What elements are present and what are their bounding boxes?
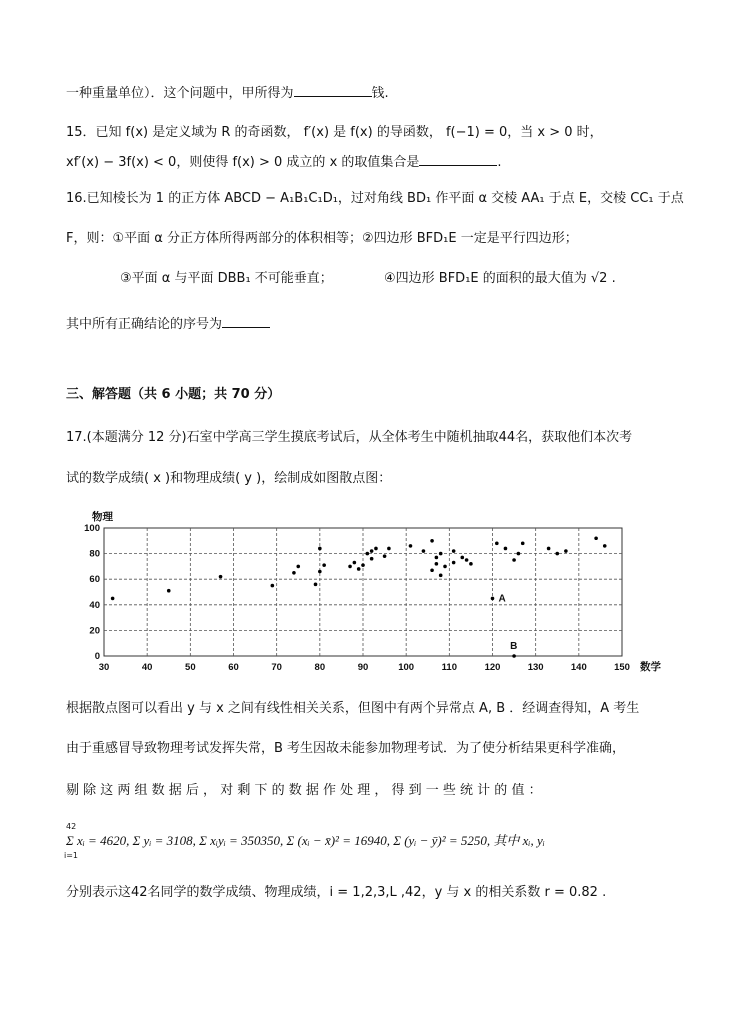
data-point — [452, 561, 456, 565]
q16-option3: ③平面 α 与平面 DBB₁ 不可能垂直； — [120, 271, 333, 286]
x-tick-label: 60 — [228, 662, 239, 673]
data-point — [353, 561, 357, 565]
x-axis-label: 数学 — [640, 661, 661, 673]
q14-tail — [66, 84, 389, 103]
q15-line2 — [66, 153, 502, 172]
x-tick-label: 140 — [570, 662, 587, 673]
data-point — [366, 552, 370, 556]
data-point — [460, 556, 464, 560]
data-point — [296, 565, 300, 569]
x-tick-label: 70 — [271, 662, 282, 673]
q16-option4: ④四边形 BFD₁E 的面积的最大值为 √2 . — [384, 271, 616, 286]
x-tick-label: 90 — [357, 662, 369, 673]
data-point — [465, 558, 469, 562]
data-point — [439, 552, 443, 556]
y-tick-label: 60 — [89, 574, 100, 586]
q16-line2: F，则：①平面 α 分正方体所得两部分的体积相等；②四边形 BFD₁E 一定是平行四边形； — [66, 231, 578, 246]
data-point — [512, 558, 516, 562]
data-point — [271, 584, 275, 588]
section-title: 三、解答题（共 6 小题；共 70 分） — [66, 387, 281, 402]
x-tick-label: 110 — [441, 662, 457, 673]
data-point — [422, 549, 426, 553]
answer-blank — [294, 84, 372, 97]
outlier-label-a: A — [498, 593, 506, 605]
data-point — [435, 556, 439, 560]
data-point — [292, 571, 296, 575]
data-point — [318, 547, 322, 551]
q16-line1: 16.已知棱长为 1 的正方体 ABCD − A₁B₁C₁D₁，过对角线 BD₁ 作平面 α 交棱 AA₁ 于点 E，交棱 CC₁ 于点 — [66, 191, 684, 206]
y-tick-label: 0 — [94, 651, 100, 662]
data-point — [314, 583, 318, 587]
data-point — [517, 552, 521, 556]
data-point — [555, 552, 559, 556]
outlier-point-a — [491, 597, 495, 601]
q17-para3: 剔 除 这 两 组 数 据 后 ， 对 剩 下 的 数 据 作 处 理 ， 得 到 一 些 统 计 的 值 ： — [66, 783, 542, 798]
data-point — [430, 539, 434, 543]
data-point — [348, 565, 352, 569]
x-tick-label: 50 — [185, 662, 196, 673]
q14-unit: 钱. — [371, 86, 389, 101]
plot-frame — [104, 528, 622, 656]
y-tick-label: 100 — [84, 523, 100, 534]
data-point — [504, 547, 508, 551]
data-point — [439, 574, 443, 578]
data-point — [374, 547, 378, 551]
q17-para4: 分别表示这42名同学的数学成绩、物理成绩，i = 1,2,3,L ,42，y 与 x 的相关系数 r = 0.82 . — [66, 885, 607, 900]
answer-blank — [222, 315, 270, 328]
data-point — [603, 544, 607, 548]
data-point — [452, 549, 456, 553]
x-tick-label: 120 — [484, 662, 501, 673]
data-point — [387, 547, 391, 551]
q17-para2: 由于重感冒导致物理考试发挥失常，B 考生因故未能参加物理考试．为了使分析结果更科学准确， — [66, 741, 626, 756]
data-point — [322, 563, 326, 567]
data-point — [435, 562, 439, 566]
q15-line1: 15．已知 f(x) 是定义域为 R 的奇函数， f′(x) 是 f(x) 的导函数， f(−1) = 0，当 x > 0 时， — [66, 125, 603, 140]
q17-line1: 17.(本题满分 12 分)石室中学高三学生摸底考试后，从全体考生中随机抽取44名，获取他们本次考 — [66, 430, 633, 445]
q15-line2-text: xf′(x) − 3f(x) < 0，则使得 f(x) > 0 成立的 x 的取值集合是 — [66, 155, 420, 170]
data-point — [495, 542, 499, 546]
x-tick-label: 30 — [98, 662, 110, 673]
data-point — [357, 567, 361, 571]
x-tick-label: 130 — [527, 662, 544, 673]
data-point — [547, 547, 551, 551]
data-point — [318, 570, 322, 574]
q16-line4 — [66, 315, 270, 334]
sum-lower: i=1 — [64, 851, 79, 860]
data-point — [361, 563, 365, 567]
data-point — [430, 568, 434, 572]
outlier-point-b — [512, 654, 516, 658]
y-tick-label: 80 — [89, 548, 100, 560]
data-point — [383, 554, 387, 558]
x-tick-label: 40 — [141, 662, 153, 673]
q14-text: 一种重量单位）．这个问题中，甲所得为 — [66, 86, 294, 101]
data-point — [370, 557, 374, 561]
scatter-plot — [62, 506, 672, 676]
data-point — [521, 542, 525, 546]
x-tick-label: 100 — [398, 662, 415, 673]
q17-line2: 试的数学成绩( x )和物理成绩( y )，绘制成如图散点图： — [66, 471, 392, 486]
y-tick-label: 20 — [89, 625, 100, 637]
y-tick-label: 40 — [89, 599, 100, 611]
q17-formula: Σ xᵢ = 4620, Σ yᵢ = 3108, Σ xᵢyᵢ = 350350, Σ (xᵢ − x̄)² = 16940, Σ (yᵢ − ȳ)² = 5250, 其中 xᵢ, yᵢ — [66, 833, 545, 848]
y-axis-label: 物理 — [92, 511, 113, 523]
data-point — [370, 549, 374, 553]
data-point — [443, 565, 447, 569]
data-point — [564, 549, 568, 553]
data-point — [469, 562, 473, 566]
data-point — [409, 544, 413, 548]
sum-upper: 42 — [66, 822, 77, 831]
outlier-label-b: B — [510, 641, 518, 652]
data-point — [167, 589, 171, 593]
x-tick-label: 80 — [314, 662, 326, 673]
q15-period: . — [497, 155, 502, 170]
q17-para1: 根据散点图可以看出 y 与 x 之间有线性相关关系，但图中有两个异常点 A, B ．经调查得知，A 考生 — [66, 701, 640, 716]
data-point — [594, 536, 598, 540]
data-point — [111, 597, 115, 601]
data-point — [219, 575, 223, 579]
answer-blank — [419, 153, 497, 166]
x-tick-label: 150 — [614, 662, 630, 673]
q16-prompt: 其中所有正确结论的序号为 — [66, 317, 223, 332]
